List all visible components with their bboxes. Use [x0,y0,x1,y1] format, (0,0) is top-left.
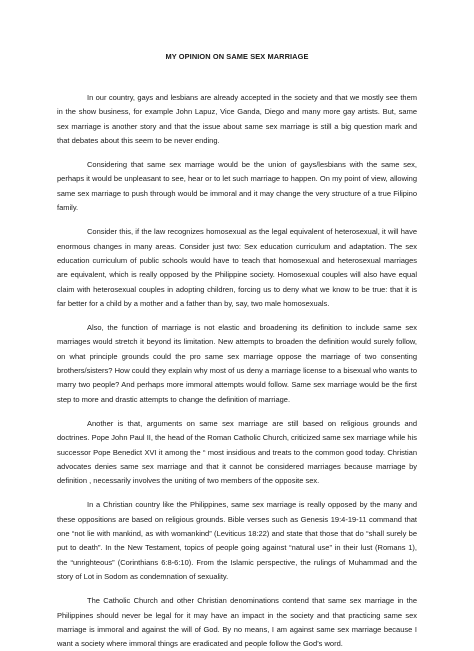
document-title: MY OPINION ON SAME SEX MARRIAGE [165,52,309,61]
paragraph-5: Another is that, arguments on same sex marriage are still based on religious grounds and doctrines. Pope John Paul II, the head of the Roman Catholic Church, criticized same sex marriage while his successor Pope Benedict XVI it among the “ most insidious and treats to the common good today. Christian advocates denies same sex marriage and that it cannot be considered marriages because marriage by definition , necessarily involves the uniting of two members of the opposite sex. [57,418,417,486]
paragraph-7: The Catholic Church and other Christian denominations contend that same sex marriage in the Philippines should never be legal for it may have an impact in the society and that practicing same sex marriage is immoral and against the will of God. By no means, I am against same sex marriage because I want a society where immoral things are eradicated and people follow the God’s word. [57,596,417,649]
paragraph-6: In a Christian country like the Philippines, same sex marriage is really opposed by the many and these oppositions are based on religious grounds. Bible verses such as Genesis 19:4-19-11 command that one “not lie with mankind, as with womankind” (Leviticus 18:22) and state that those that do “shall surely be put to death”. In the New Testament, topics of people going against “natural use” in their lust (Romans 1), the “unrighteous” (Corinthians 6:8-6:10). From the Islamic perspective, the rulings of Muhammad and the story of Lot in Sodom as condemnation of sexuality. [57,500,417,581]
paragraph-2: Considering that same sex marriage would be the union of gays/lesbians with the same sex, perhaps it would be unpleasant to see, hear or to let such marriage to happen. On my point of view, allowing same sex marriage to push through would be immoral and it may change the very structure of a true Filipino family. [57,160,417,213]
paragraph-4: Also, the function of marriage is not elastic and broadening its definition to include same sex marriages would stretch it beyond its limitation. New attempts to broaden the definition would surely follow, on what principle grounds could the pro same sex marriage oppose the marriage of two consenting brothers/sisters? How could they explain why most of us deny a marriage license to a bisexual who wants to marry two people? And perhaps more immoral attempts would follow. Same sex marriage would be the first step to more and drastic attempts to change the definition of marriage. [57,323,417,404]
paragraph-3: Consider this, if the law recognizes homosexual as the legal equivalent of heterosexual, it will have enormous changes in many areas. Consider just two: Sex education curriculum and adaptation. The sex education curriculum of public schools would have to teach that homosexual and heterosexual marriages are equivalent, which is really opposed by the Philippine society. Homosexual couples will also have equal claim with heterosexual couples in adopting children, forcing us to deny what we know to be true: that it is far better for a child by a mother and a father than by, say, two male homosexuals. [57,227,417,308]
paragraph-1: In our country, gays and lesbians are already accepted in the society and that we mostly see them in the show business, for example John Lapuz, Vice Ganda, Diego and many more gay artists. But, same sex marriage is another story and that the issue about same sex marriage is still a big question mark and that debates about this seem to be never ending. [57,93,417,145]
